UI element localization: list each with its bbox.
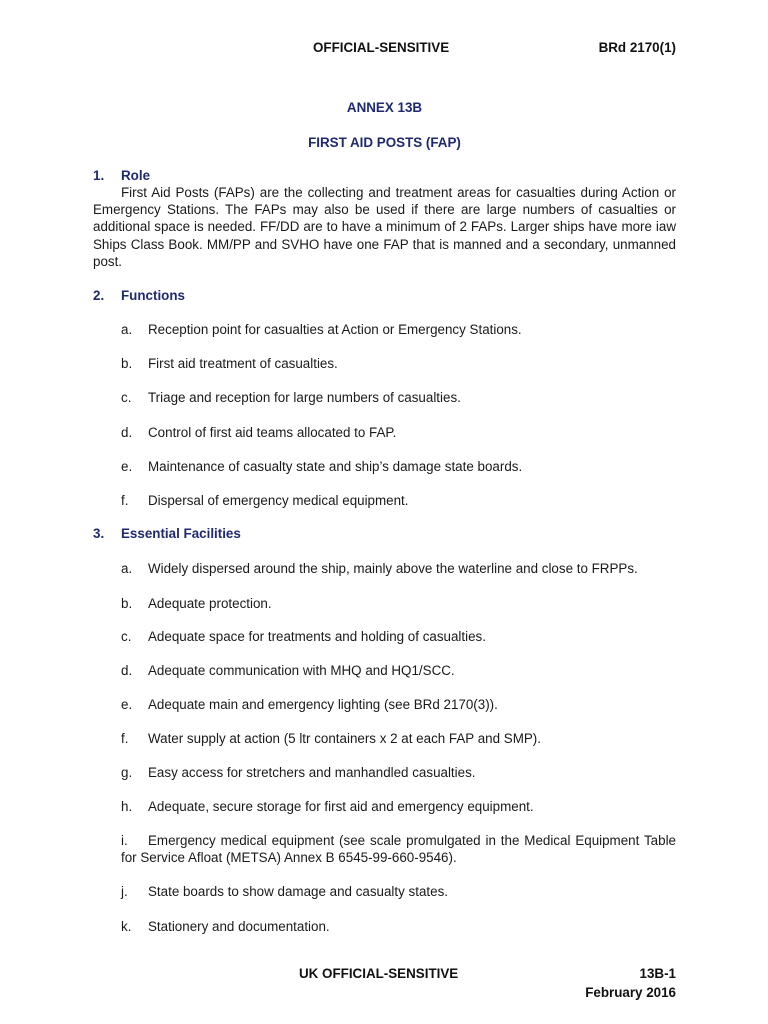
footer-classification: UK OFFICIAL-SENSITIVE <box>299 966 459 981</box>
item-letter: k. <box>121 919 132 934</box>
list-item <box>121 628 676 645</box>
item-letter: f. <box>121 731 129 746</box>
item-letter: e. <box>121 459 133 474</box>
document-title: FIRST AID POSTS (FAP) <box>308 135 461 150</box>
section-title: Functions <box>121 288 185 303</box>
item-letter: a. <box>121 322 133 337</box>
item-letter: c. <box>121 390 132 405</box>
item-text: Adequate protection. <box>148 596 272 611</box>
page-number: 13B-1 <box>639 966 676 981</box>
list-item <box>121 696 676 713</box>
section-number: 1. <box>93 168 105 183</box>
section-number: 3. <box>93 526 105 541</box>
item-text: Water supply at action (5 ltr containers x 2 at each FAP and SMP). <box>148 731 541 746</box>
item-letter: b. <box>121 596 133 611</box>
item-text: State boards to show damage and casualty states. <box>148 884 448 899</box>
list-item <box>121 764 676 781</box>
section-title: Role <box>121 168 151 183</box>
item-text: Stationery and documentation. <box>148 919 330 934</box>
list-item <box>121 798 676 815</box>
item-letter: d. <box>121 663 133 678</box>
list-item <box>121 832 676 866</box>
item-text: Reception point for casualties at Action or Emergency Stations. <box>148 322 522 337</box>
list-item <box>121 918 676 935</box>
item-letter: f. <box>121 493 129 508</box>
item-text: Emergency medical equipment (see scale promulgated in the Medical Equipment Table for Service Afloat (METSA) Annex B 6545-99-660-9546). <box>121 833 676 866</box>
list-item <box>121 389 676 406</box>
item-letter: j. <box>121 884 128 899</box>
item-text: Maintenance of casualty state and ship’s damage state boards. <box>148 459 523 474</box>
item-text: Widely dispersed around the ship, mainly above the waterline and close to FRPPs. <box>148 561 638 576</box>
section-heading-functions <box>93 288 185 303</box>
list-item <box>121 458 676 475</box>
section-heading-essential-facilities <box>93 526 241 541</box>
section-number: 2. <box>93 288 105 303</box>
item-letter: b. <box>121 356 133 371</box>
list-item <box>121 424 676 441</box>
item-letter: e. <box>121 697 133 712</box>
item-letter: g. <box>121 765 133 780</box>
list-item <box>121 321 676 338</box>
list-item <box>121 492 676 509</box>
section-heading-role <box>93 168 150 183</box>
item-letter: c. <box>121 629 132 644</box>
item-text: Dispersal of emergency medical equipment. <box>148 493 409 508</box>
header-classification: OFFICIAL-SENSITIVE <box>313 40 450 55</box>
item-text: Adequate communication with MHQ and HQ1/SCC. <box>148 663 455 678</box>
list-item <box>121 662 676 679</box>
item-letter: d. <box>121 425 133 440</box>
list-item <box>121 595 676 612</box>
annex-title: ANNEX 13B <box>346 100 423 115</box>
role-paragraph-text: First Aid Posts (FAPs) are the collecting and treatment areas for casualties during Action or Emergency Stations. The FAPs may also be used if there are large numbers of casualties or additional space is needed. FF/DD are to have a minimum of 2 FAPs. Larger ships have more iaw Ships Class Book. MM/PP and SVHO have one FAP that is manned and a secondary, unmanned post. <box>93 185 676 269</box>
item-text: Control of first aid teams allocated to FAP. <box>148 425 397 440</box>
item-text: Easy access for stretchers and manhandled casualties. <box>148 765 476 780</box>
item-letter: a. <box>121 561 133 576</box>
item-text: Adequate space for treatments and holding of casualties. <box>148 629 486 644</box>
item-text: Triage and reception for large numbers of casualties. <box>148 390 461 405</box>
item-text: Adequate, secure storage for first aid and emergency equipment. <box>148 799 534 814</box>
item-text: First aid treatment of casualties. <box>148 356 338 371</box>
role-paragraph <box>93 184 676 270</box>
list-item <box>121 730 676 747</box>
item-text: Adequate main and emergency lighting (see BRd 2170(3)). <box>148 697 498 712</box>
section-title: Essential Facilities <box>121 526 241 541</box>
footer-date: February 2016 <box>585 985 676 1000</box>
item-letter: i. <box>121 833 128 848</box>
list-item <box>121 883 676 900</box>
header-reference: BRd 2170(1) <box>598 40 676 55</box>
list-item <box>121 355 676 372</box>
list-item <box>121 560 676 577</box>
item-letter: h. <box>121 799 133 814</box>
